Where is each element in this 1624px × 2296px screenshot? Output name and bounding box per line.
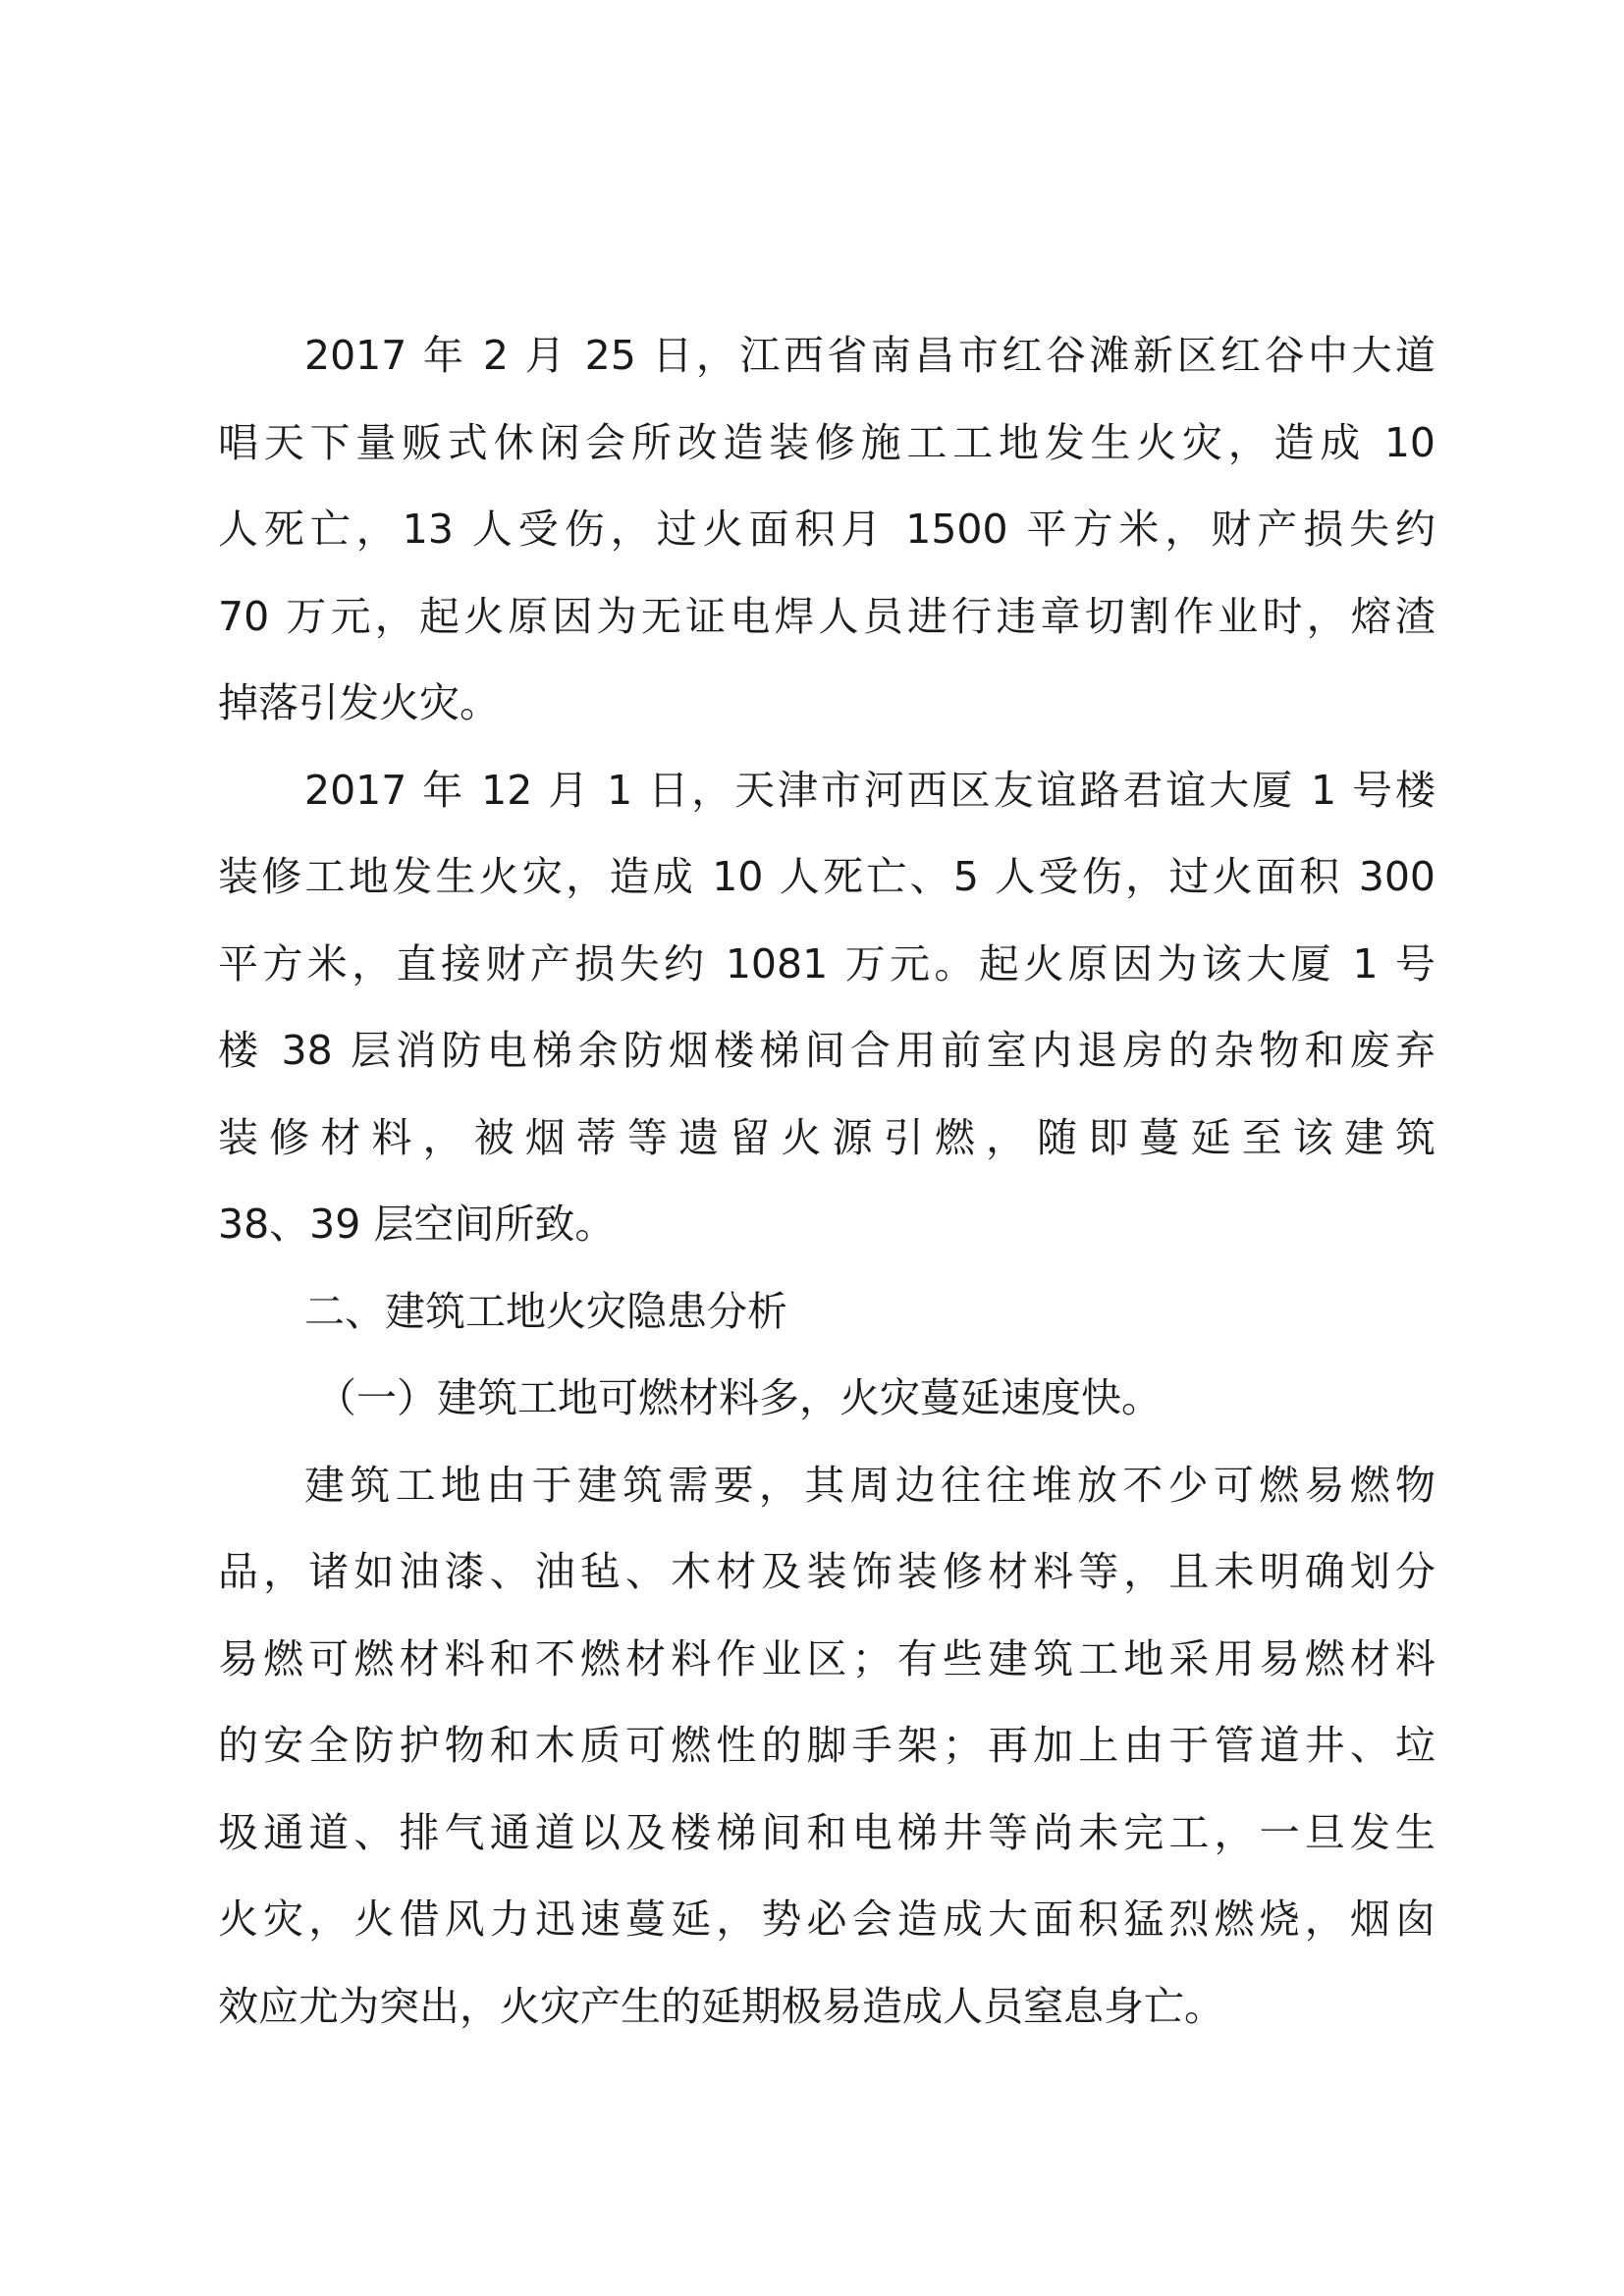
text-line: 70 万元，起火原因为无证电焊人员进行违章切割作业时，熔渣	[218, 592, 1435, 640]
subsection-heading-text: （一）建筑工地可燃材料多，火灾蔓延速度快。	[316, 1374, 1162, 1421]
document-page	[218, 312, 1435, 2050]
text-line: 易燃可燃材料和不燃材料作业区；有些建筑工地采用易燃材料	[218, 1634, 1435, 1682]
section-heading-text: 二、建筑工地火灾隐患分析	[304, 1287, 787, 1335]
text-line: 装修工地发生火灾，造成 10 人死亡、5 人受伤，过火面积 300	[218, 853, 1435, 900]
text-line: 平方米，直接财产损失约 1081 万元。起火原因为该大厦 1 号	[218, 939, 1435, 988]
text-line: 2017 年 2 月 25 日，江西省南昌市红谷滩新区红谷中大道	[304, 332, 1435, 379]
text-line: 圾通道、排气通道以及楼梯间和电梯井等尚未完工，一旦发生	[218, 1808, 1435, 1856]
text-line: 装修材料，被烟蒂等遗留火源引燃，随即蔓延至该建筑	[218, 1113, 1435, 1161]
text-line: 38、39 层空间所致。	[218, 1201, 616, 1248]
text-line: 人死亡，13 人受伤，过火面积月 1500 平方米，财产损失约	[218, 506, 1435, 553]
text-line: 建筑工地由于建筑需要，其周边往往堆放不少可燃易燃物	[304, 1461, 1435, 1509]
text-line: 2017 年 12 月 1 日，天津市河西区友谊路君谊大厦 1 号楼	[304, 766, 1435, 814]
paragraph-analysis-body	[218, 1442, 1435, 2051]
text-line: 的安全防护物和木质可燃性的脚手架；再加上由于管道井、垃	[218, 1722, 1435, 1769]
text-line: 效应尤为突出，火灾产生的延期极易造成人员窒息身亡。	[218, 1982, 1224, 2030]
text-line: 品，诸如油漆、油毡、木材及装饰装修材料等，且未明确划分	[218, 1548, 1435, 1595]
text-line: 唱天下量贩式休闲会所改造装修施工工地发生火灾，造成 10	[218, 418, 1435, 466]
paragraph-case-nanchang	[218, 312, 1435, 747]
text-line: 楼 38 层消防电梯余防烟楼梯间合用前室内退房的杂物和废弃	[218, 1027, 1435, 1074]
text-line: 掉落引发火灾。	[218, 679, 500, 726]
text-line: 火灾，火借风力迅速蔓延，势必会造成大面积猛烈燃烧，烟囱	[218, 1896, 1435, 1943]
subsection-heading	[218, 1355, 1435, 1442]
section-heading	[218, 1268, 1435, 1356]
paragraph-case-tianjin	[218, 747, 1435, 1268]
